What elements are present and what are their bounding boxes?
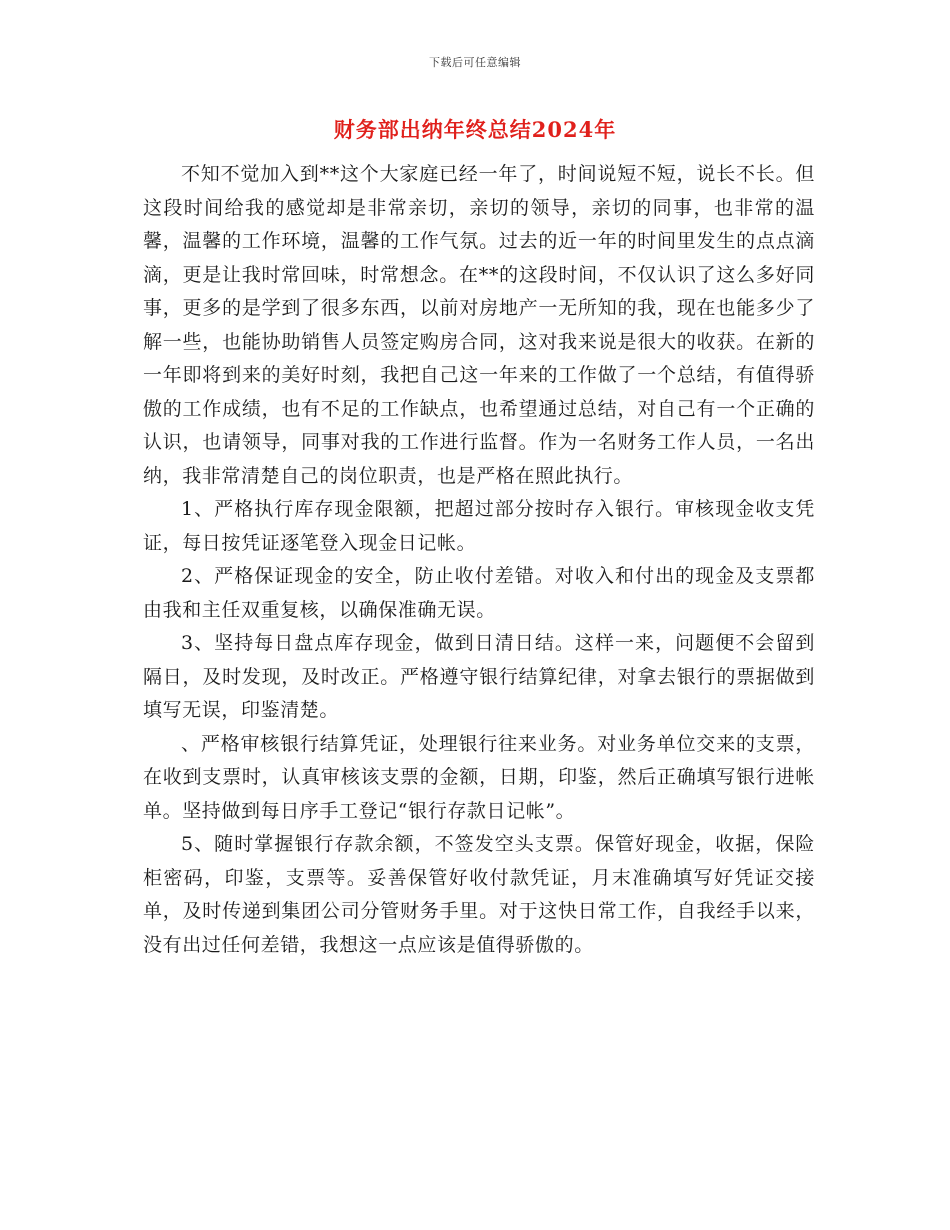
document-body [143, 158, 815, 962]
paragraph-item-1: 1、严格执行库存现金限额，把超过部分按时存入银行。审核现金收支凭证，每日按凭证逐笔登入现金日记帐。 [143, 498, 815, 554]
paragraph-intro: 不知不觉加入到**这个大家庭已经一年了，时间说短不短，说长不长。但这段时间给我的感觉却是非常亲切，亲切的领导，亲切的同事，也非常的温馨，温馨的工作环境，温馨的工作气氛。过去的近一年的时间里发生的点点滴滴，更是让我时常回味，时常想念。在**的这段时间，不仅认识了这么多好同事，更多的是学到了很多东西，以前对房地产一无所知的我，现在也能多少了解一些，也能协助销售人员签定购房合同，这对我来说是很大的收获。在新的一年即将到来的美好时刻，我把自己这一年来的工作做了一个总结，有值得骄傲的工作成绩，也有不足的工作缺点，也希望通过总结，对自己有一个正确的认识，也请领导，同事对我的工作进行监督。作为一名财务工作人员，一名出纳，我非常清楚自己的岗位职责，也是严格在照此执行。 [143, 163, 815, 487]
paragraph-item-3: 3、坚持每日盘点库存现金，做到日清日结。这样一来，问题便不会留到隔日，及时发现，及时改正。严格遵守银行结算纪律，对拿去银行的票据做到填写无误，印鉴清楚。 [143, 632, 815, 721]
paragraph-item-4: 、严格审核银行结算凭证，处理银行往来业务。对业务单位交来的支票，在收到支票时，认真审核该支票的金额，日期，印鉴，然后正确填写银行进帐单。坚持做到每日序手工登记“银行存款日记帐”。 [143, 732, 815, 822]
document-title: 财务部出纳年终总结2024年 [333, 117, 617, 142]
header-note: 下载后可任意编辑 [429, 56, 521, 69]
paragraph-item-2: 2、严格保证现金的安全，防止收付差错。对收入和付出的现金及支票都由我和主任双重复核，以确保准确无误。 [143, 565, 815, 621]
paragraph-item-5: 5、随时掌握银行存款余额，不签发空头支票。保管好现金，收据，保险柜密码，印鉴，支票等。妥善保管好收付款凭证，月末准确填写好凭证交接单，及时传递到集团公司分管财务手里。对于这快日常工作，自我经手以来，没有出过任何差错，我想这一点应该是值得骄傲的。 [143, 833, 815, 956]
